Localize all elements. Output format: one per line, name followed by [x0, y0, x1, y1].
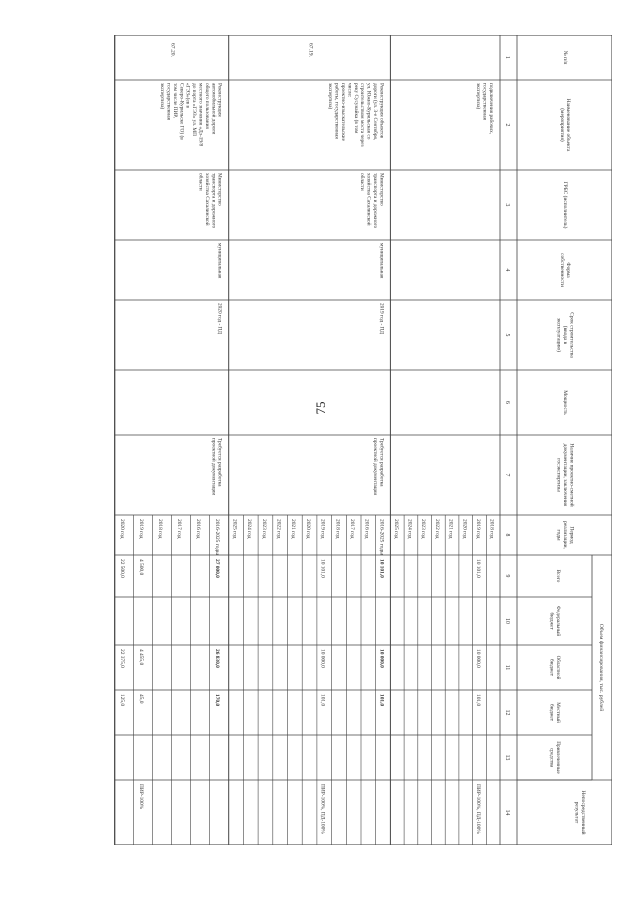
funding-value: 22 500,0 — [118, 559, 125, 578]
column-number: 9 — [504, 574, 510, 578]
header-cell: Формасобственности — [558, 253, 572, 287]
funding-value: 45,0 — [137, 694, 144, 704]
header-cell: Наличие проектно-сметнойдокументации, заключениягосэкспертизы — [555, 443, 575, 507]
funding-value: 170,0 — [213, 694, 220, 707]
funding-value: 22 375,0 — [118, 649, 125, 668]
header-cell: Мощность — [562, 390, 568, 415]
funding-value: 10 000,0 — [319, 649, 326, 668]
header-cell: Наименование объекта(мероприятия) — [558, 98, 572, 152]
period-year: 2025 год — [392, 519, 399, 539]
column-number: 10 — [504, 618, 510, 624]
column-number: 6 — [504, 401, 510, 404]
period-year: 2020 год — [304, 519, 311, 539]
period-year: 2016 год — [363, 519, 370, 539]
header-cell: Областнойбюджет — [548, 655, 561, 680]
period-year: 2016-2025 годы — [378, 519, 385, 555]
period-year: 2017 год — [349, 519, 356, 539]
period-year: 2016-2025 годы — [213, 519, 220, 555]
section-ownership: муниципальная — [216, 243, 223, 279]
funding-value: 10 000,0 — [474, 649, 481, 668]
period-year: 2023 год — [420, 519, 427, 539]
column-number: 14 — [504, 809, 510, 816]
result-value: ПИР-100%, ПД-100% — [474, 784, 481, 834]
funding-value: 101,0 — [474, 694, 481, 707]
header-cell: ГРБС (исполнитель) — [562, 181, 568, 229]
period-year: 2021 год — [447, 519, 454, 539]
period-year: 2018 год — [488, 519, 495, 539]
period-year: 2021 год — [290, 519, 297, 539]
funding-value: 10 101,0 — [319, 559, 326, 578]
column-number: 11 — [504, 664, 510, 671]
column-number: 4 — [504, 268, 510, 272]
column-number: 3 — [504, 203, 510, 207]
funding-value: 101,0 — [378, 694, 385, 707]
period-year: 2017 год — [175, 519, 182, 539]
column-number: 7 — [504, 473, 510, 477]
result-value: ПИР-100% — [137, 784, 144, 810]
column-number: 13 — [504, 754, 510, 761]
header-cell: Непосредственныйрезультат — [573, 790, 586, 835]
section-term: 2020 год - ПД — [216, 303, 223, 335]
period-year: 2016 год — [194, 519, 201, 539]
page-number: 75 — [313, 401, 328, 415]
section-name: подключения рабочих,государственнаяэкспертиза) — [475, 83, 494, 135]
column-number: 5 — [504, 333, 510, 337]
funding-value: 101,0 — [319, 694, 326, 707]
table-frame — [115, 35, 612, 845]
column-number: 2 — [504, 123, 510, 127]
result-value: ПИР-100%, ПД-100% — [319, 784, 326, 834]
period-year: 2025 год — [231, 519, 238, 539]
section-documentation: Требуется разработкапроектной документации — [210, 438, 223, 496]
funding-value: 26 830,0 — [213, 649, 220, 668]
section-term: 2019 год - ПД — [378, 303, 385, 335]
section-name: Реконструкцияавтомобильной дорогиобщего пользованияместного значения «Дз-19/8до порта «ГЭЗ» ул. МП«ГЭЗ»(ев вСеверо-Курильске ГО) (втом числе ПИР,государственнаяэкспертиза) — [159, 83, 223, 147]
section-grbs: Министерствотранспорта и дорожногохозяйства Сахалинскойобласти — [359, 173, 385, 229]
header-cell: № п/п — [562, 50, 568, 65]
period-year: 2020 год — [461, 519, 468, 539]
funding-value: 10 101,0 — [474, 559, 481, 578]
funding-value: 125,0 — [118, 694, 125, 707]
section-name: Реконструкция объектовдороги (ул. 3-е Сентября,ул. Южно-Курильская состроительством моста черезреку Сусунайка (в томчисле:проектно-изыскательскиеработы, государственнаяэкспертиза) — [327, 83, 385, 147]
header-cell: Всего — [555, 569, 561, 583]
period-year: 2023 год — [260, 519, 267, 539]
header-cell: Периодреализации,годы — [555, 521, 575, 549]
section-grbs: Министерствотранспорта и дорожногохозяйства Сахалинскойобласти — [197, 173, 223, 229]
header-cell: Срок строительства(ввода вэксплуатацию) — [555, 312, 575, 358]
funding-table — [82, 35, 612, 845]
funding-value: 27 000,0 — [213, 559, 220, 578]
period-year: 2019 год — [474, 519, 481, 539]
period-year: 2019 год — [137, 519, 144, 539]
funding-value: 4 455,0 — [137, 649, 144, 666]
period-year: 2022 год — [433, 519, 440, 539]
column-number: 12 — [504, 709, 510, 716]
funding-value: 10 101,0 — [378, 559, 385, 578]
section-number: 67.19. — [307, 43, 314, 57]
header-cell: Местныйбюджет — [548, 702, 561, 723]
section-ownership: муниципальная — [378, 243, 385, 279]
section-documentation: Требуется разработкапроектной документации — [372, 438, 385, 496]
funding-value: 10 000,0 — [378, 649, 385, 668]
funding-value: 4 500,0 — [137, 559, 144, 576]
period-year: 2024 год — [246, 519, 253, 539]
header-group: Объем финансирования, тыс. рублей — [598, 623, 604, 712]
section-number: 67.20. — [169, 43, 176, 57]
header-cell: Привлеченныесредства — [548, 741, 561, 774]
period-year: 2022 год — [275, 519, 282, 539]
period-year: 2024 год — [406, 519, 413, 539]
period-year: 2019 год — [319, 519, 326, 539]
column-number: 1 — [504, 56, 510, 59]
period-year: 2020 год — [118, 519, 125, 539]
period-year: 2018 год — [334, 519, 341, 539]
column-number: 8 — [504, 533, 510, 537]
period-year: 2018 год — [156, 519, 163, 539]
header-cell: Федеральныйбюджет — [548, 605, 561, 637]
